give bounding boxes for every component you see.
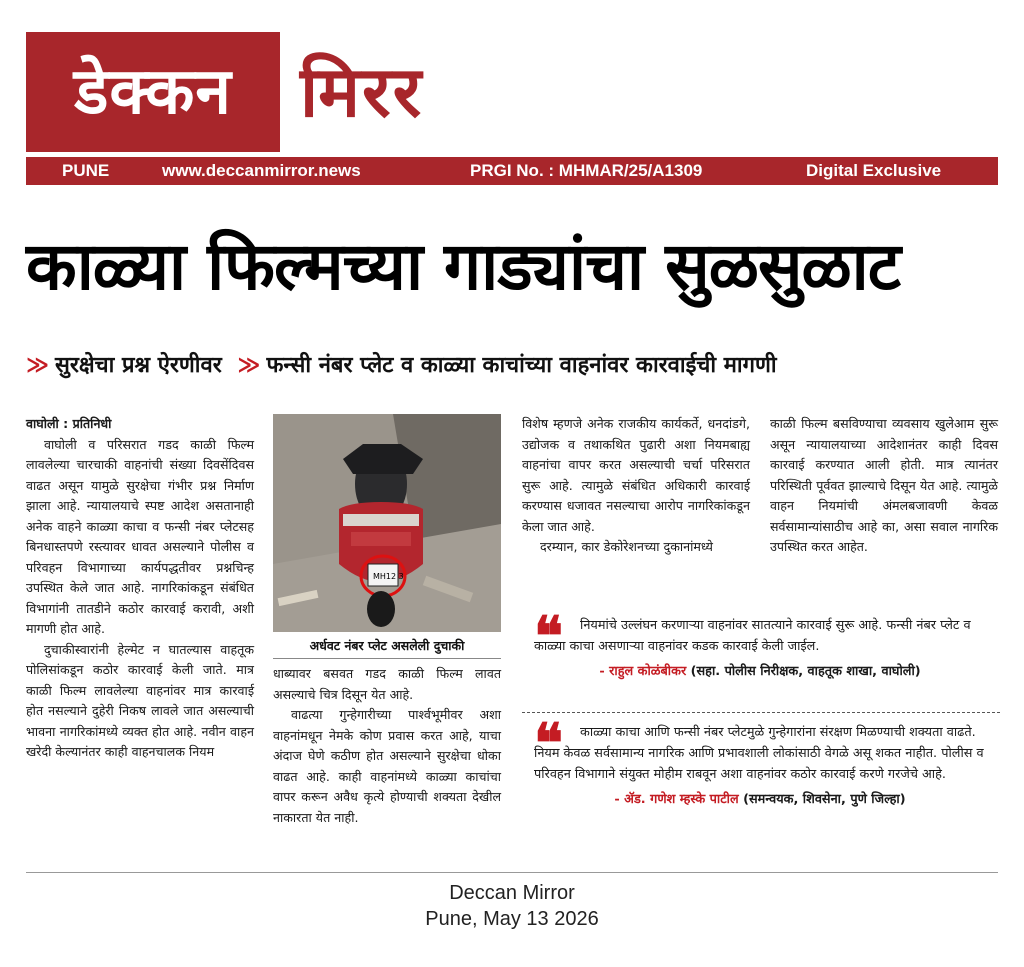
footer-dateline: Pune, May 13 2026: [425, 908, 599, 930]
article-column-2: [273, 664, 501, 870]
plate-text: MH12 3: [373, 572, 404, 581]
scooter-image: [273, 414, 501, 632]
quote-icon: ❝: [534, 604, 564, 668]
city-label: PUNE: [62, 161, 110, 180]
prgi-number: PRGI No. : MHMAR/25/A1309: [470, 161, 703, 180]
quote-attribution: [534, 661, 986, 682]
headline: काळ्या फिल्मच्या गाड्यांचा सुळसुळाट: [26, 228, 901, 305]
paragraph: वाढत्या गुन्हेगारीच्या पार्श्वभूमीवर अशा वाहनांमधून नेमके कोण प्रवास करत आहे, याचा अंदाज घेणे कठीण होत असल्याने सुरक्षेचा धोका वाढत आहे. काही वाहनांमध्ये काळ्या काचांचा वापर करून अवैध कृत्ये होण्याची शक्यता देखील नाकारता येत नाही.: [273, 707, 501, 825]
chevron-icon: ≫: [26, 353, 50, 378]
footer-publication: Deccan Mirror: [449, 882, 575, 904]
logo-part1: डेक्कन: [26, 32, 280, 152]
bottom-rule: [26, 872, 998, 873]
paragraph: वाघोली व परिसरात गडद काळी फिल्म लावलेल्या चारचाकी वाहनांची संख्या दिवसेंदिवस वाढत असून यामुळे सुरक्षेचा गंभीर प्रश्न निर्माण झाला आहे. न्यायालयाचे स्पष्ट आदेश असतानाही अनेक वाहने काळ्या काचा व फन्सी नंबर प्लेटसह बिनधास्तपणे रस्त्यावर धावत असल्याने पोलीस व परिवहन विभागाच्या कार्यपद्धतीवर प्रश्नचिन्ह उपस्थित केले जात आहे. नागरिकांकडून संबंधित विभागांनी तातडीने कठोर कारवाई करावी, अशी मागणी होत आहे.: [26, 436, 254, 636]
quote-block-1: [534, 604, 986, 705]
quote-block-2: [534, 711, 986, 862]
paragraph: धाब्यावर बसवत गडद काळी फिल्म लावत असल्याचे चित्र दिसून येत आहे.: [273, 666, 501, 702]
article-column-3: [522, 414, 750, 610]
masthead: [26, 32, 998, 156]
logo-part2: मिरर: [300, 51, 424, 133]
quote-text: नियमांचे उल्लंघन करणाऱ्या वाहनांवर सातत्याने कारवाई सुरू आहे. फन्सी नंबर प्लेट व काळ्या काचा असणाऱ्या वाहनांवर कडक कारवाई केली जाईल.: [534, 618, 971, 654]
website-link[interactable]: www.deccanmirror.news: [162, 161, 361, 180]
subhead-part1: सुरक्षेचा प्रश्न ऐरणीवर: [55, 353, 222, 378]
footer: [0, 880, 1024, 932]
paragraph: विशेष म्हणजे अनेक राजकीय कार्यकर्ते, धनदांडगे, उद्योजक व तथाकथित पुढारी अशा नियमबाह्य वाहनांचा वापर करत असल्याची चर्चा परिसरात सुरू आहे. त्यामुळे संबंधित अधिकारी कारवाई करण्यास धजावत नसल्याचा आरोप नागरिकांकडून केला जात आहे.: [522, 416, 750, 534]
quote-author: - ॲड. गणेश म्हस्के पाटील: [614, 792, 739, 807]
quote-text: काळ्या काचा आणि फन्सी नंबर प्लेटमुळे गुन्हेगारांना संरक्षण मिळण्याची शक्यता वाढते. नियम केवळ सर्वसामान्य नागरिक आणि प्रभावशाली लोकांसाठी वेगळे असू शकत नाहीत. पोलीस व परिवहन विभागाने संयुक्त मोहीम राबवून अशा वाहनांवर कठोर कारवाई करणे गरजेचे आहे.: [534, 725, 984, 782]
photo-caption: अर्धवट नंबर प्लेट असलेली दुचाकी: [273, 634, 501, 659]
quote-divider: [522, 712, 1000, 713]
subheadline: [26, 346, 1006, 386]
scooter-photo: [273, 414, 501, 632]
quote-author: - राहुल कोळंबीकर: [599, 664, 687, 679]
quote-author-role: (समन्वयक, शिवसेना, पुणे जिल्हा): [743, 792, 906, 807]
quote-attribution: [534, 789, 986, 810]
quote-author-role: (सहा. पोलीस निरीक्षक, वाहतूक शाखा, वाघोली): [690, 664, 921, 679]
quote-icon: ❝: [534, 711, 564, 775]
article-column-4: [770, 414, 998, 610]
paragraph: दरम्यान, कार डेकोरेशनच्या दुकानांमध्ये: [540, 539, 713, 554]
info-bar: [26, 157, 998, 185]
digital-exclusive-tag: Digital Exclusive: [806, 161, 942, 180]
paragraph: काळी फिल्म बसविण्याचा व्यवसाय खुलेआम सुरू असून न्यायालयाच्या आदेशानंतर काही दिवस कारवाई करण्यात आली होती. मात्र त्यानंतर परिस्थिती पूर्ववत झाल्याचे दिसून येत आहे. त्यामुळे वाहन नियमांची अंमलबजावणी केवळ सर्वसामान्यांसाठीच आहे का, असा सवाल नागरिक उपस्थित करत आहेत.: [770, 416, 998, 554]
article-column-1: [26, 414, 254, 870]
chevron-icon: ≫: [237, 353, 261, 378]
paragraph: दुचाकीस्वारांनी हेल्मेट न घातल्यास वाहतूक पोलिसांकडून कठोर कारवाई केली जाते. मात्र काळी फिल्म लावलेल्या वाहनांवर मात्र कारवाई होत नसल्याने दुहेरी निकष लावले जात असल्याची भावना नागरिकांमध्ये व्यक्त होत आहे. नवीन वाहन खरेदी केल्यानंतर काही वाहनचालक नियम: [26, 641, 254, 759]
subhead-part2: फन्सी नंबर प्लेट व काळ्या काचांच्या वाहनांवर कारवाईची मागणी: [266, 353, 777, 378]
byline: वाघोली : प्रतिनिधी: [26, 416, 112, 431]
